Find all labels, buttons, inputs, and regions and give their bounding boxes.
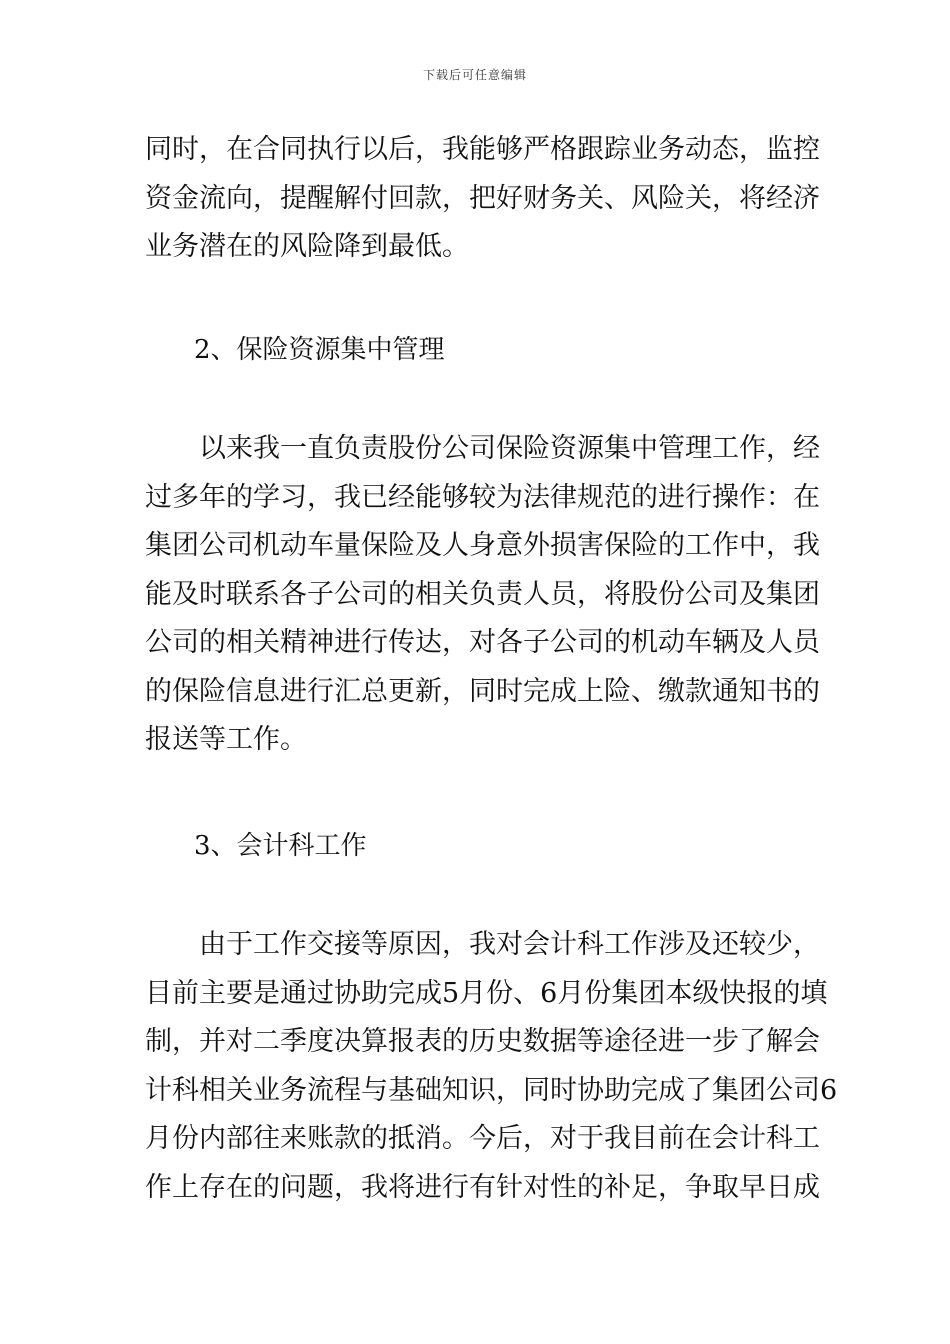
paragraph-line: 过多年的学习，我已经能够较为法律规范的进行操作：在 — [145, 481, 820, 513]
paragraph-line: 公司的相关精神进行传达，对各子公司的机动车辆及人员 — [145, 627, 820, 658]
paragraph-line: 报送等工作。 — [145, 724, 307, 755]
paragraph-contract-followup — [145, 126, 820, 272]
section-heading-insurance: 2、保险资源集中管理 — [194, 335, 445, 365]
paragraph-line: 制，并对二季度决算报表的历史数据等途径进一步了解会 — [145, 1026, 820, 1057]
paragraph-line: 集团公司机动车量保险及人身意外损害保险的工作中，我 — [145, 530, 820, 561]
paragraph-line: 计科相关业务流程与基础知识，同时协助完成了集团公司6 — [145, 1074, 838, 1106]
paragraph-line: 月份内部往来账款的抵消。今后，对于我目前在会计科工 — [145, 1123, 820, 1154]
paragraph-line: 以来我一直负责股份公司保险资源集中管理工作，经 — [145, 433, 820, 464]
paragraph-accounting — [145, 921, 838, 1212]
paragraph-line: 的保险信息进行汇总更新，同时完成上险、缴款通知书的 — [145, 675, 820, 707]
paragraph-insurance — [145, 425, 820, 765]
paragraph-line: 由于工作交接等原因，我对会计科工作涉及还较少， — [145, 929, 820, 960]
header-note: 下载后可任意编辑 — [422, 68, 527, 82]
paragraph-line: 业务潜在的风险降到最低。 — [145, 231, 469, 262]
paragraph-line: 目前主要是通过协助完成5月份、6月份集团本级快报的填 — [145, 977, 828, 1009]
paragraph-line: 作上存在的问题，我将进行有针对性的补足，争取早日成 — [145, 1171, 820, 1203]
paragraph-line: 同时，在合同执行以后，我能够严格跟踪业务动态，监控 — [145, 134, 820, 165]
section-heading-accounting: 3、会计科工作 — [194, 831, 367, 861]
paragraph-line: 资金流向，提醒解付回款，把好财务关、风险关，将经济 — [145, 182, 820, 214]
paragraph-line: 能及时联系各子公司的相关负责人员，将股份公司及集团 — [145, 578, 820, 610]
